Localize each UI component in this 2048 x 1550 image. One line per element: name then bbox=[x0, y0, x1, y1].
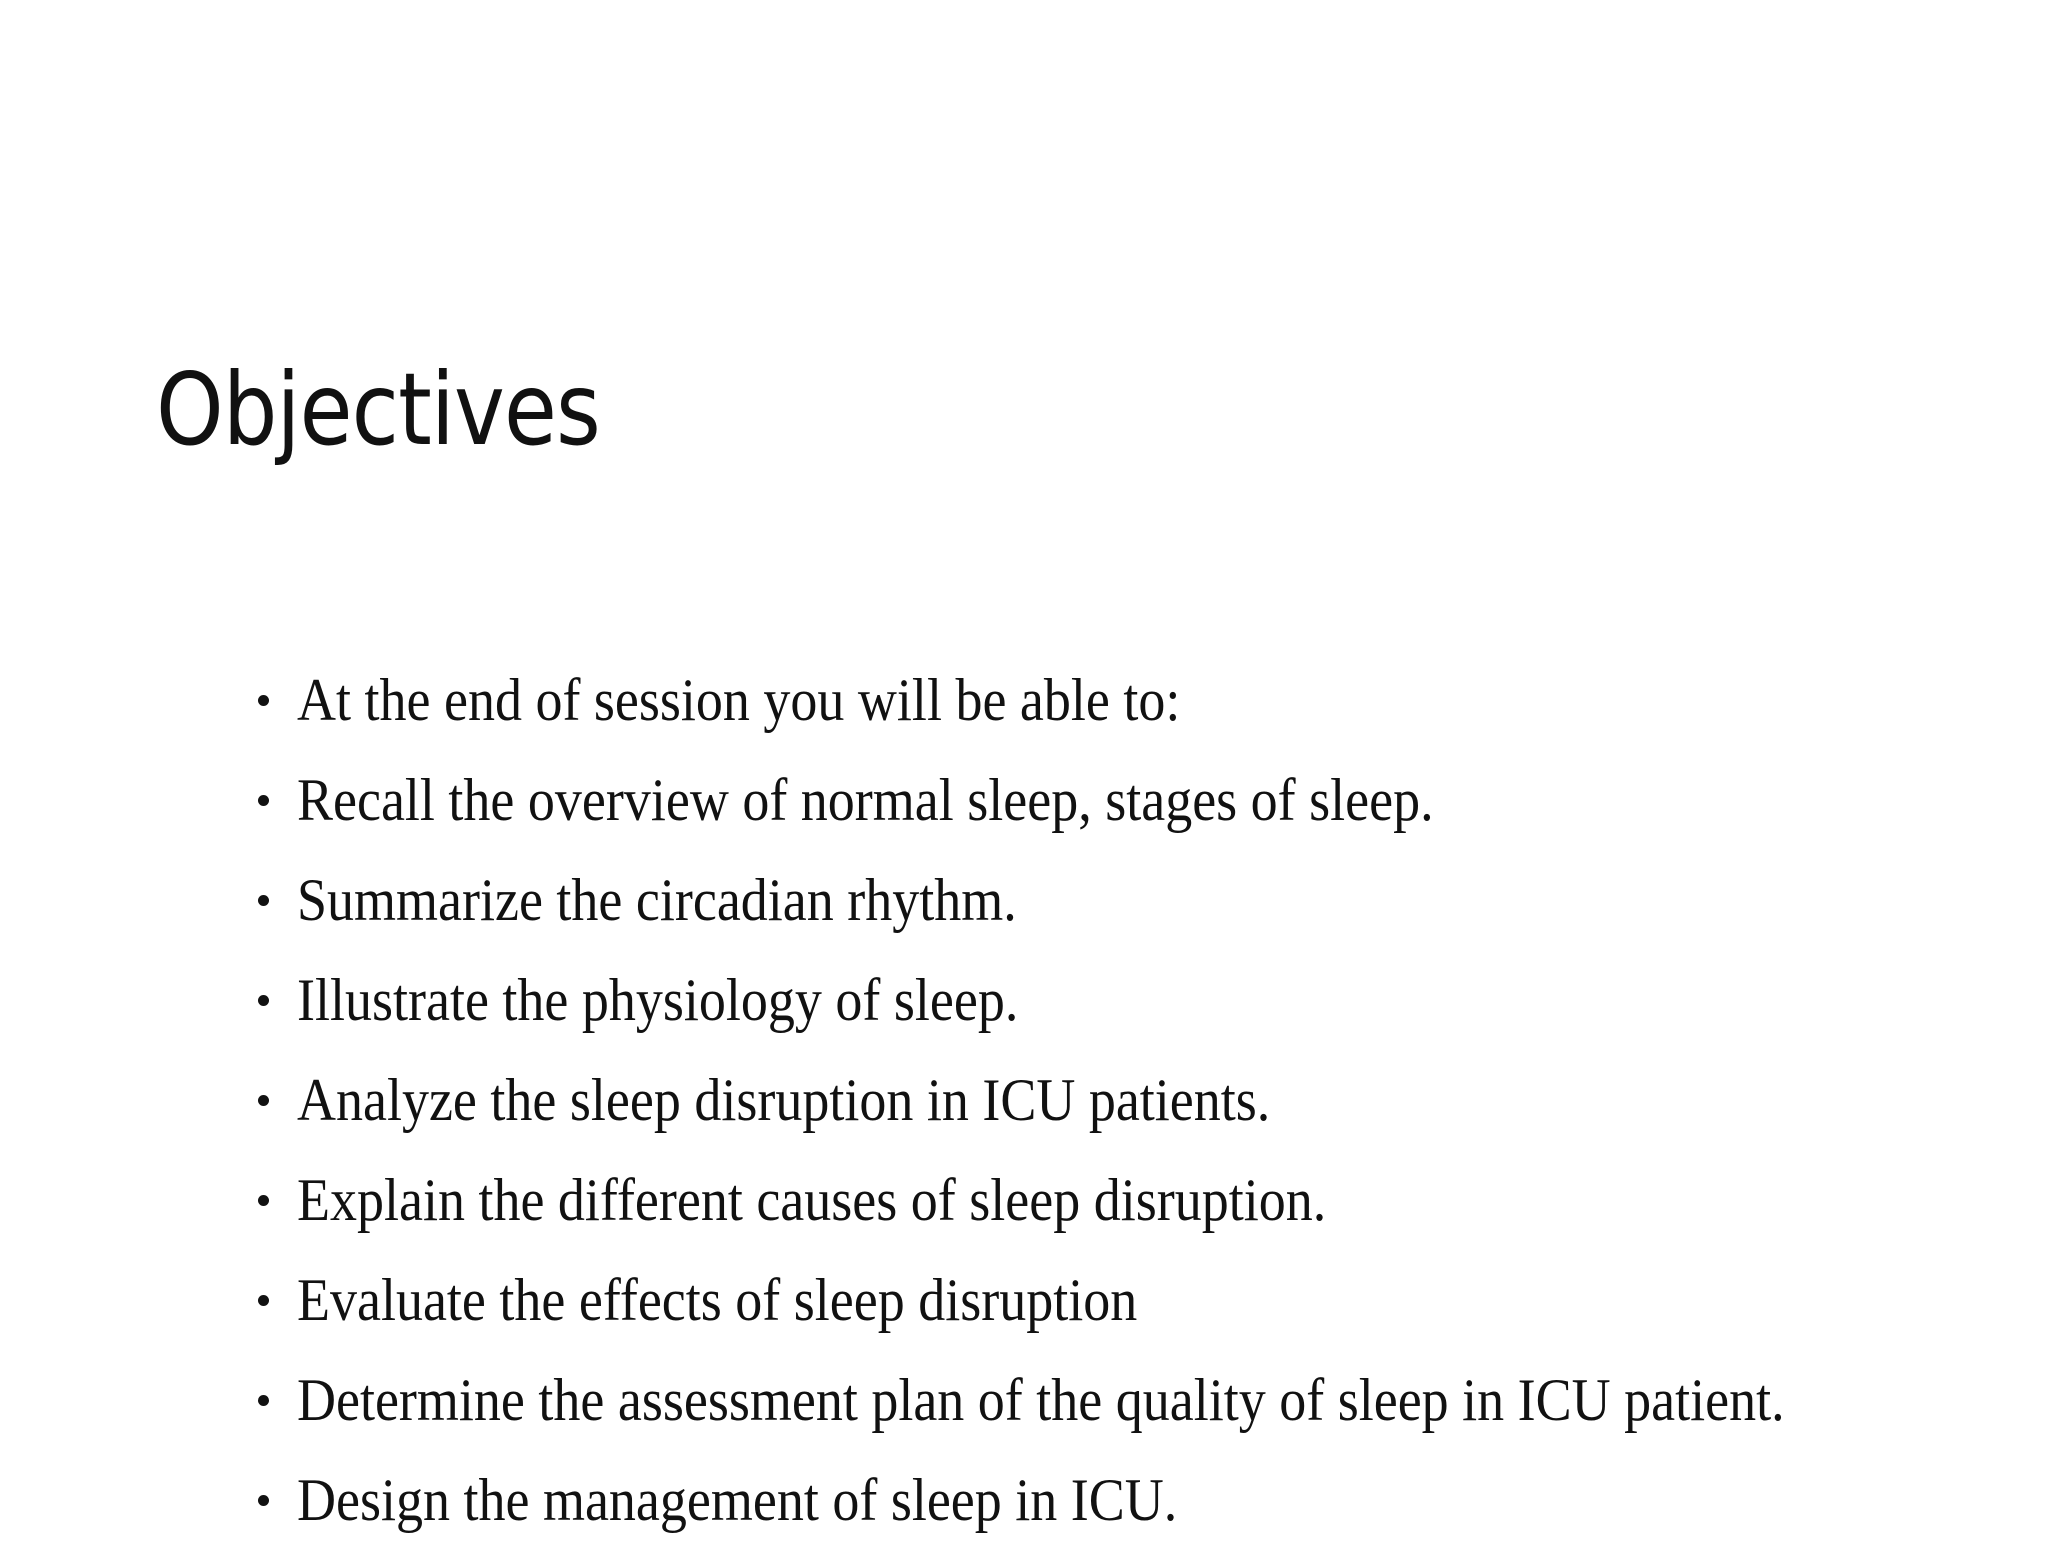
bullet-icon bbox=[258, 1395, 269, 1406]
list-item bbox=[258, 1450, 1950, 1550]
list-item-text: Recall the overview of normal sleep, stages of sleep. bbox=[297, 767, 1434, 833]
list-item bbox=[258, 1350, 1950, 1450]
bullet-icon bbox=[258, 795, 269, 806]
list-item-text: Design the management of sleep in ICU. bbox=[297, 1467, 1178, 1533]
list-item-text: Explain the different causes of sleep disruption. bbox=[297, 1167, 1327, 1233]
bullet-icon bbox=[258, 1095, 269, 1106]
objectives-list bbox=[258, 650, 1950, 1550]
bullet-icon bbox=[258, 1195, 269, 1206]
list-item bbox=[258, 950, 1950, 1050]
bullet-icon bbox=[258, 995, 269, 1006]
list-item-text: Evaluate the effects of sleep disruption bbox=[297, 1267, 1138, 1333]
slide-title: Objectives bbox=[156, 351, 601, 468]
bullet-icon bbox=[258, 695, 269, 706]
list-item-text: Analyze the sleep disruption in ICU patients. bbox=[297, 1067, 1271, 1133]
list-item bbox=[258, 850, 1950, 950]
list-item-text: Summarize the circadian rhythm. bbox=[297, 867, 1017, 933]
list-item bbox=[258, 650, 1950, 750]
bullet-icon bbox=[258, 1495, 269, 1506]
list-item-text: Determine the assessment plan of the quality of sleep in ICU patient. bbox=[297, 1367, 1785, 1433]
list-item-text: Illustrate the physiology of sleep. bbox=[297, 967, 1019, 1033]
list-item bbox=[258, 1050, 1950, 1150]
list-item bbox=[258, 1250, 1950, 1350]
list-item-text: At the end of session you will be able to: bbox=[297, 667, 1181, 733]
list-item bbox=[258, 750, 1950, 850]
bullet-icon bbox=[258, 895, 269, 906]
bullet-icon bbox=[258, 1295, 269, 1306]
list-item bbox=[258, 1150, 1950, 1250]
